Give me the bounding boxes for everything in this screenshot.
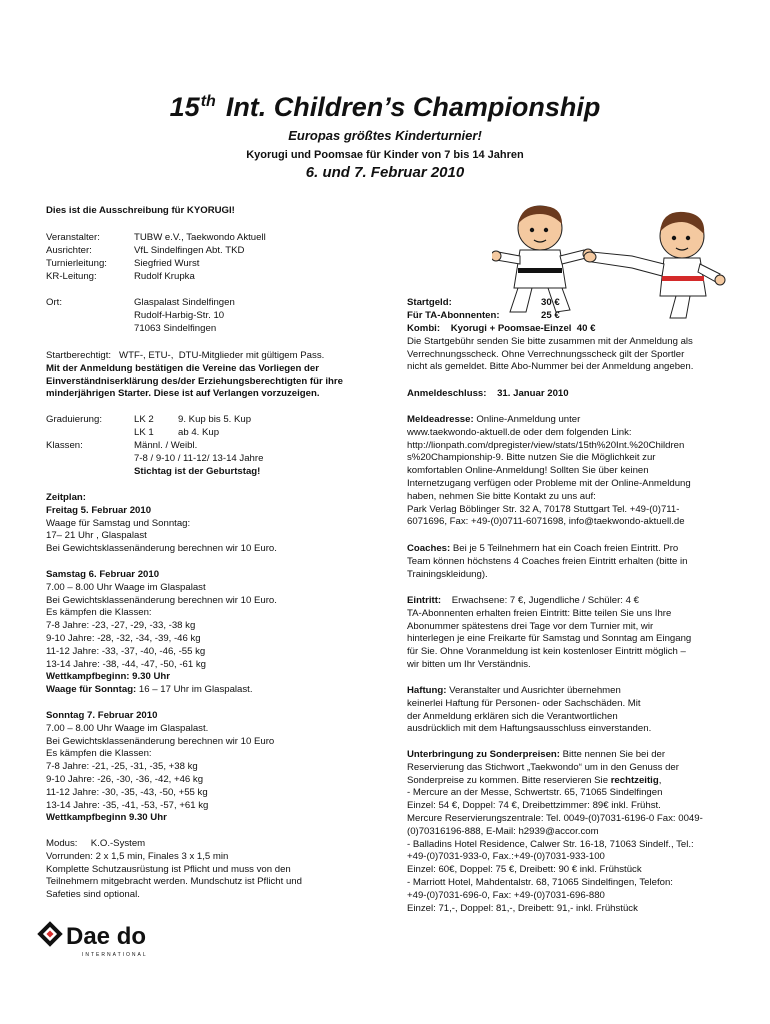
intro-text: Dies ist die Ausschreibung für KYORUGI! — [46, 205, 235, 216]
haftung-block — [407, 685, 727, 736]
meldeadresse-block — [407, 414, 727, 529]
coaches-line: Trainingskleidung). — [407, 568, 488, 580]
consent-line: minderjährigen Starter. Diese ist auf Verlangen vorzuzeigen. — [46, 388, 320, 400]
page-title — [0, 84, 770, 125]
eintritt-line: für Sie. Ohne Voranmeldung ist kein kostenloser Eintritt möglich – — [407, 646, 686, 658]
eintritt-line: Abonummer spätestens drei Tage vor dem Turnier mit, wir — [407, 620, 654, 632]
meldeadresse-line: komfortablen Online-Anmeldung! Sollten Sie über keinen — [407, 465, 649, 477]
haftung-first — [407, 685, 727, 698]
saturday-start: Wettkampfbeginn: 9.30 Uhr — [46, 671, 171, 683]
organizer-label: Ausrichter: — [46, 245, 92, 256]
fee-label: Startgeld: — [407, 297, 452, 308]
sunday-line: Bei Gewichtsklassenänderung berechnen wir 10 Euro — [46, 735, 275, 747]
saturday-line: 13-14 Jahre: -38, -44, -47, -50, -61 kg — [46, 658, 206, 670]
klassen-line: Männl. / Weibl. — [134, 440, 198, 451]
sunday-weighin-line — [46, 684, 376, 697]
unterbringung-line: Reservierung das Stichwort „Taekwondo“ um in den Genuss der — [407, 761, 679, 773]
grade-code: LK 1 — [134, 427, 154, 438]
meldeadresse-first — [407, 414, 727, 427]
modus-line: Komplette Schutzausrüstung ist Pflicht und muss von den — [46, 863, 291, 875]
unterbringung-block — [407, 749, 727, 915]
friday-title: Freitag 5. Februar 2010 — [46, 504, 152, 516]
subtitle-disciplines: Kyorugi und Poomsae für Kinder von 7 bis 14 Jahren — [246, 149, 524, 161]
modus-line: Modus: K.O.-System — [46, 838, 146, 849]
ort-label: Ort: — [46, 297, 62, 308]
saturday-line: Bei Gewichtsklassenänderung berechnen wir 10 Euro. — [46, 594, 277, 606]
subtitle: Europas größtes Kinderturnier! — [288, 128, 482, 143]
sunday-line: 9-10 Jahre: -26, -30, -36, -42, +46 kg — [46, 773, 204, 785]
hotel-line: Einzel: 60€, Doppel: 75 €, Dreibett: 90 € inkl. Frühstück — [407, 864, 642, 876]
title-text: Int. Children’s Championship — [225, 92, 601, 122]
fighting-kids-illustration — [492, 200, 732, 320]
hotel-line: - Balladins Hotel Residence, Calwer Str. 16-18, 71063 Sindelf., Tel.: — [407, 838, 694, 850]
meldeadresse-line: www.taekwondo-aktuell.de oder dem folgenden Link: — [407, 426, 632, 438]
sunday-line: 7-8 Jahre: -21, -25, -31, -35, +38 kg — [46, 761, 198, 773]
sunday-weighin-label: Waage für Sonntag: — [46, 684, 137, 696]
organizer-label: Veranstalter: — [46, 232, 100, 243]
fees-text: Verrechnungsscheck. Ohne Verrechnungsscheck gilt der Sportler — [407, 348, 685, 360]
sunday-title: Sonntag 7. Februar 2010 — [46, 710, 158, 721]
klassen-line: 7-8 / 9-10 / 11-12/ 13-14 Jahre — [134, 453, 264, 464]
haftung-label: Haftung: — [407, 685, 447, 696]
fees-block — [407, 323, 727, 374]
friday-line: Waage für Samstag und Sonntag: — [46, 517, 191, 529]
right-fighter — [584, 212, 725, 318]
haftung-line: ausdrücklich mit dem Haftungsausschluss einverstanden. — [407, 723, 652, 735]
eintritt-block — [407, 595, 727, 672]
modus-line: Teilnehmern mitgebracht werden. Mundschutz ist Pflicht und — [46, 876, 302, 888]
hotel-line: Mercure Reservierungszentrale: Tel. 0049-(0)7031-6196-0 Fax: 0049- — [407, 812, 703, 824]
coaches-block — [407, 543, 727, 581]
unterbringung-emphasis: rechtzeitig — [610, 774, 659, 786]
meldeadresse-line: s%20Championship-9. Bitte nutzen Sie die Möglichkeit zur — [407, 452, 656, 464]
friday-line: Bei Gewichtsklassenänderung berechnen wir 10 Euro. — [46, 543, 277, 555]
organizer-label: Turnierleitung: — [46, 258, 107, 269]
eintritt-line: hinterlegen je eine Freikarte für Samstag und Sonntag am Eingang — [407, 633, 692, 645]
organizer-label: KR-Leitung: — [46, 271, 97, 282]
fee-label: Für TA-Abonnenten: — [407, 310, 500, 321]
zeitplan-block — [46, 492, 376, 556]
eintritt-line: wir bitten um Ihr Verständnis. — [407, 658, 531, 670]
event-dates: 6. und 7. Februar 2010 — [305, 164, 465, 181]
hotel-line: - Marriott Hotel, Mahdentalstr. 68, 71065 Sindelfingen, Telefon: — [407, 876, 673, 888]
registration-deadline: Anmeldeschluss: 31. Januar 2010 — [407, 388, 569, 399]
sunday-line: Es kämpfen die Klassen: — [46, 748, 152, 760]
haftung-line: keinerlei Haftung für Personen- oder Sachschäden. Mit — [407, 697, 641, 709]
meldeadresse-label: Meldeadresse: — [407, 414, 474, 425]
meldeadresse-line: Internetzugang verfügen oder Probleme mit der Online-Anmeldung — [407, 477, 691, 489]
title-number: 15 — [169, 92, 200, 122]
fees-text: nicht als gemeldet. Bitte Abo-Nummer bei der Anmeldung angeben. — [407, 361, 694, 373]
meldeadresse-line: Park Verlag Böblinger Str. 32 A, 70178 Stuttgart Tel. +49-(0)711- — [407, 503, 680, 515]
organizer-value: TUBW e.V., Taekwondo Aktuell — [134, 232, 266, 243]
organizer-value: VfL Sindelfingen Abt. TKD — [134, 245, 245, 256]
hotel-line: - Mercure an der Messe, Schwertstr. 65, 71065 Sindelfingen — [407, 787, 663, 799]
unterbringung-text: Sonderpreise zu kommen. Bitte reservieren Sie — [407, 774, 611, 786]
saturday-line: 11-12 Jahre: -33, -37, -40, -46, -55 kg — [46, 645, 206, 657]
meldeadresse-first-text: Online-Anmeldung unter — [473, 414, 581, 425]
coaches-line: Team können höchstens 4 Coaches freien Eintritt erhalten (bitte in — [407, 555, 688, 567]
title-sup: th — [200, 93, 216, 110]
coaches-first-text: Bei je 5 Teilnehmern hat ein Coach freien Eintritt. Pro — [450, 543, 679, 554]
hotel-line: +49-(0)7031-933-0, Fax.:+49-(0)7031-933-100 — [407, 851, 605, 863]
organizer-value: Rudolf Krupka — [134, 271, 195, 282]
haftung-line: der Anmeldung erklären sich die Verantwortlichen — [407, 710, 618, 722]
stichtag-note: Stichtag ist der Geburtstag! — [134, 466, 261, 477]
organizer-value: Siegfried Wurst — [134, 258, 200, 269]
logo-subtext: INTERNATIONAL — [82, 952, 148, 958]
unterbringung-first — [407, 749, 727, 762]
logo-text: Dae do — [66, 923, 147, 950]
saturday-line: 7-8 Jahre: -23, -27, -29, -33, -38 kg — [46, 620, 196, 632]
eintritt-label: Eintritt: — [407, 595, 442, 606]
coaches-first — [407, 543, 727, 556]
modus-block — [46, 838, 376, 902]
unterbringung-comma: , — [658, 774, 662, 786]
unterbringung-first-text: Bitte nennen Sie bei der — [559, 749, 666, 760]
grade-code: LK 2 — [134, 414, 154, 425]
modus-line: Safeties sind optional. — [46, 889, 140, 901]
ort-line: 71063 Sindelfingen — [134, 323, 217, 334]
meldeadresse-line: haben, nehmen Sie bitte Kontakt zu uns auf: — [407, 490, 596, 502]
saturday-block — [46, 569, 376, 697]
sunday-line: 7.00 – 8.00 Uhr Waage im Glaspalast. — [46, 722, 209, 734]
unterbringung-label: Unterbringung zu Sonderpreisen: — [407, 749, 560, 760]
coaches-label: Coaches: — [407, 543, 451, 554]
sunday-start: Wettkampfbeginn 9.30 Uhr — [46, 812, 167, 824]
ort-line: Rudolf-Harbig-Str. 10 — [134, 310, 225, 321]
daedo-logo-mark — [36, 920, 156, 964]
hotel-line: Einzel: 71,-, Doppel: 81,-, Dreibett: 91,- inkl. Frühstück — [407, 902, 638, 914]
kids-svg — [492, 200, 732, 320]
startberechtigt-line: Startberechtigt: WTF-, ETU-, DTU-Mitglieder mit gültigem Pass. — [46, 350, 325, 361]
sunday-block — [46, 710, 376, 825]
sunday-line: 11-12 Jahre: -30, -35, -43, -50, +55 kg — [46, 786, 208, 798]
haftung-first-text: Veranstalter und Ausrichter übernehmen — [446, 685, 621, 696]
startberechtigt-block — [46, 350, 376, 401]
grade-range: 9. Kup bis 5. Kup — [178, 414, 252, 425]
hotel-line: +49-(0)7031-696-0, Fax: +49-(0)7031-696-880 — [407, 889, 605, 901]
sunday-line: 13-14 Jahre: -35, -41, -53, -57, +61 kg — [46, 799, 209, 811]
eintritt-first-text: Erwachsene: 7 €, Jugendliche / Schüler: 4 € — [441, 595, 639, 606]
grade-range: ab 4. Kup — [178, 427, 220, 438]
meldeadresse-line: http://lionpath.com/dpregister/view/stats/15th%20Int.%20Children — [407, 439, 685, 451]
hotel-line: (0)70316196-888, E-Mail: h2939@accor.com — [407, 825, 599, 837]
ort-line: Glaspalast Sindelfingen — [134, 297, 235, 308]
fees-text: Die Startgebühr senden Sie bitte zusammen mit der Anmeldung als — [407, 335, 693, 347]
saturday-title: Samstag 6. Februar 2010 — [46, 569, 160, 580]
consent-line: Einverständniserklärung des/der Erziehungsberechtigten für ihre — [46, 375, 343, 387]
friday-line: 17– 21 Uhr , Glaspalast — [46, 530, 147, 542]
meldeadresse-line: 6071696, Fax: +49-(0)0711-6071698, info@taekwondo-aktuell.de — [407, 516, 685, 528]
sunday-weighin-time: 16 – 17 Uhr im Glaspalast. — [136, 684, 253, 696]
fee-value: 30 € — [541, 297, 560, 308]
zeitplan-heading: Zeitplan: — [46, 492, 86, 503]
kombi-line: Kombi: Kyorugi + Poomsae-Einzel 40 € — [407, 323, 596, 334]
klassen-label: Klassen: — [46, 440, 83, 451]
hotel-line: Einzel: 54 €, Doppel: 74 €, Dreibettzimmer: 89€ inkl. Frühst. — [407, 800, 661, 812]
saturday-line: 7.00 – 8.00 Uhr Waage im Glaspalast — [46, 581, 206, 593]
eintritt-line: TA-Abonnenten erhalten freien Eintritt: Bitte teilen Sie uns Ihre — [407, 607, 672, 619]
consent-line: Mit der Anmeldung bestätigen die Vereine das Vorliegen der — [46, 362, 319, 374]
modus-line: Vorrunden: 2 x 1,5 min, Finales 3 x 1,5 min — [46, 850, 229, 862]
graduierung-label: Graduierung: — [46, 414, 102, 425]
fee-value: 25 € — [541, 310, 560, 321]
saturday-line: Es kämpfen die Klassen: — [46, 607, 152, 619]
saturday-line: 9-10 Jahre: -28, -32, -34, -39, -46 kg — [46, 632, 201, 644]
eintritt-first — [407, 595, 727, 608]
unterbringung-line — [407, 775, 727, 788]
daedo-logo — [36, 920, 156, 964]
